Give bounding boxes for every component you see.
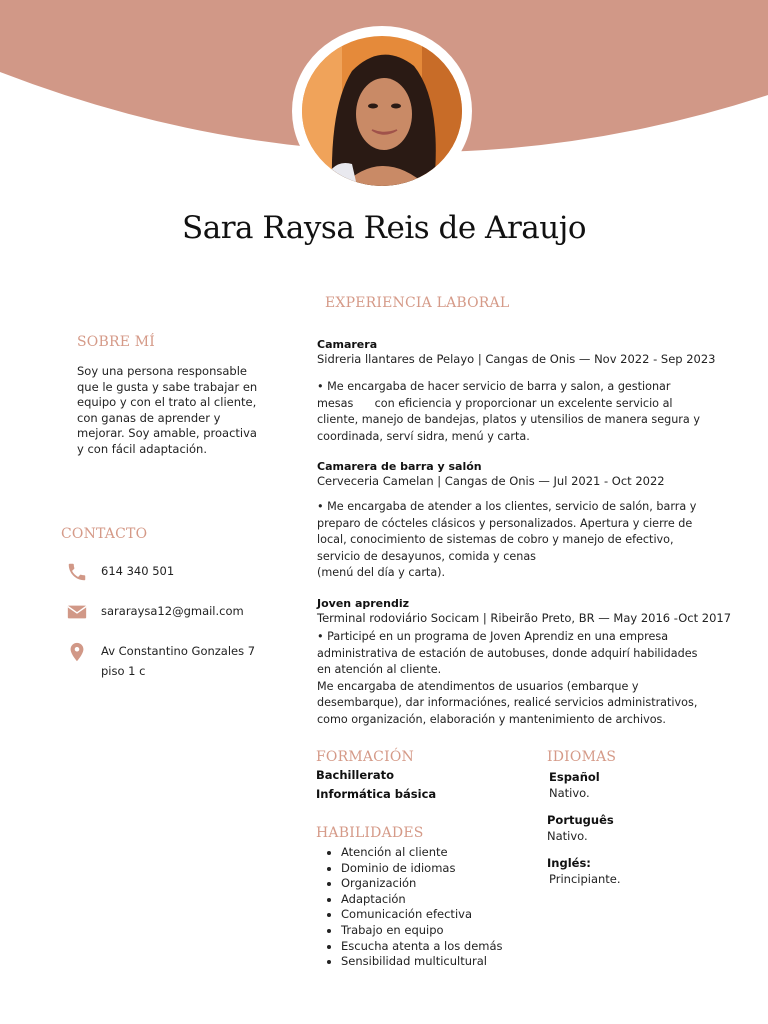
job-description-line: Me encargaba de atendimentos de usuarios (embarque y xyxy=(317,679,639,693)
job-description-line: desembarque), dar informaciónes, realicé servicios administrativos, xyxy=(317,696,698,709)
job-entry xyxy=(317,338,747,445)
skill-item: • Atención al cliente xyxy=(341,845,503,861)
language-level: Principiante. xyxy=(549,872,621,886)
job-role: Camarera xyxy=(317,338,378,351)
address-line-2: piso 1 c xyxy=(101,664,146,678)
job-role: Camarera de barra y salón xyxy=(317,460,482,473)
skills-title: HABILIDADES xyxy=(316,825,424,841)
job-description-line: mesas con eficiencia y proporcionar un excelente servicio al xyxy=(317,396,673,410)
job-description-line: coordinada, serví sidra, menú y carta. xyxy=(317,429,530,443)
candidate-name: Sara Raysa Reis de Araujo xyxy=(181,210,586,246)
job-description-line: • Me encargaba de hacer servicio de barra y salon, a gestionar xyxy=(317,380,671,393)
skill-item: • Dominio de idiomas xyxy=(341,861,503,877)
language-name: Inglés: xyxy=(547,856,591,870)
about-text: Soy una persona responsable que le gusta y sabe trabajar en equipo y con el trato al cliente, con ganas de aprender y mejorar. Soy amable, proactiva y con fácil adaptación. xyxy=(77,364,258,456)
phone-icon xyxy=(66,561,88,583)
language-name: Português xyxy=(547,813,614,827)
education-title: FORMACIÓN xyxy=(316,749,414,765)
job-description-line: servicio de desayunos, comida y cenas xyxy=(317,549,536,563)
language-level: Nativo. xyxy=(549,786,590,800)
email-address[interactable]: sararaysa12@gmail.com xyxy=(101,604,244,618)
job-description-line: como organización, elaboración y mantenimiento de archivos. xyxy=(317,712,666,726)
job-description-line: • Participé en un programa de Joven Aprendiz en una empresa xyxy=(317,630,669,643)
job-description-line: • Me encargaba de atender a los clientes, servicio de salón, barra y xyxy=(317,500,697,513)
job-description-line: administrativa de estación de autobuses, donde adquirí habilidades xyxy=(317,646,698,660)
job-description xyxy=(317,499,747,582)
job-role: Joven aprendiz xyxy=(317,597,410,610)
job-entry xyxy=(317,597,747,728)
skill-item: • Sensibilidad multicultural xyxy=(341,954,503,970)
contact-title: CONTACTO xyxy=(61,526,148,542)
skill-item: • Trabajo en equipo xyxy=(341,923,503,939)
phone-number[interactable]: 614 340 501 xyxy=(101,564,175,578)
skill-item: • Adaptación xyxy=(341,892,503,908)
job-company: Sidreria llantares de Pelayo | Cangas de Onis — Nov 2022 - Sep 2023 xyxy=(317,352,716,366)
language-level: Nativo. xyxy=(547,829,588,843)
envelope-icon xyxy=(66,601,88,623)
job-description-line: cliente, manejo de bandejas, platos y utensilios de manera segura y xyxy=(317,413,700,426)
job-description-line: (menú del día y carta). xyxy=(317,566,446,579)
job-description-line: en atención al cliente. xyxy=(317,663,442,676)
skills-list xyxy=(324,845,503,970)
profile-photo xyxy=(302,36,462,186)
job-description-line: preparo de cócteles clásicos y personalizados. Apertura y cierre de xyxy=(317,516,693,530)
job-company: Terminal rodoviário Socicam | Ribeirão Preto, BR — May 2016 -Oct 2017 xyxy=(317,611,732,625)
address-line-1: Av Constantino Gonzales 7 xyxy=(101,644,256,658)
skill-item: • Escucha atenta a los demás xyxy=(341,939,503,955)
education-item: Informática básica xyxy=(316,787,437,801)
location-pin-icon xyxy=(66,641,88,663)
experience-title: EXPERIENCIA LABORAL xyxy=(325,295,510,311)
job-entry xyxy=(317,460,747,582)
skill-item: • Organización xyxy=(341,876,503,892)
job-description-line: local, conocimiento de sistemas de cobro y manejo de efectivo, xyxy=(317,533,674,546)
job-company: Cerveceria Camelan | Cangas de Onis — Jul 2021 - Oct 2022 xyxy=(317,474,665,488)
education-item: Bachillerato xyxy=(316,768,394,782)
languages-title: IDIOMAS xyxy=(547,749,617,765)
job-description xyxy=(317,629,747,728)
skill-item: • Comunicación efectiva xyxy=(341,907,503,923)
language-name: Español xyxy=(549,770,600,784)
about-title: SOBRE MÍ xyxy=(77,334,156,350)
job-description xyxy=(317,379,747,445)
